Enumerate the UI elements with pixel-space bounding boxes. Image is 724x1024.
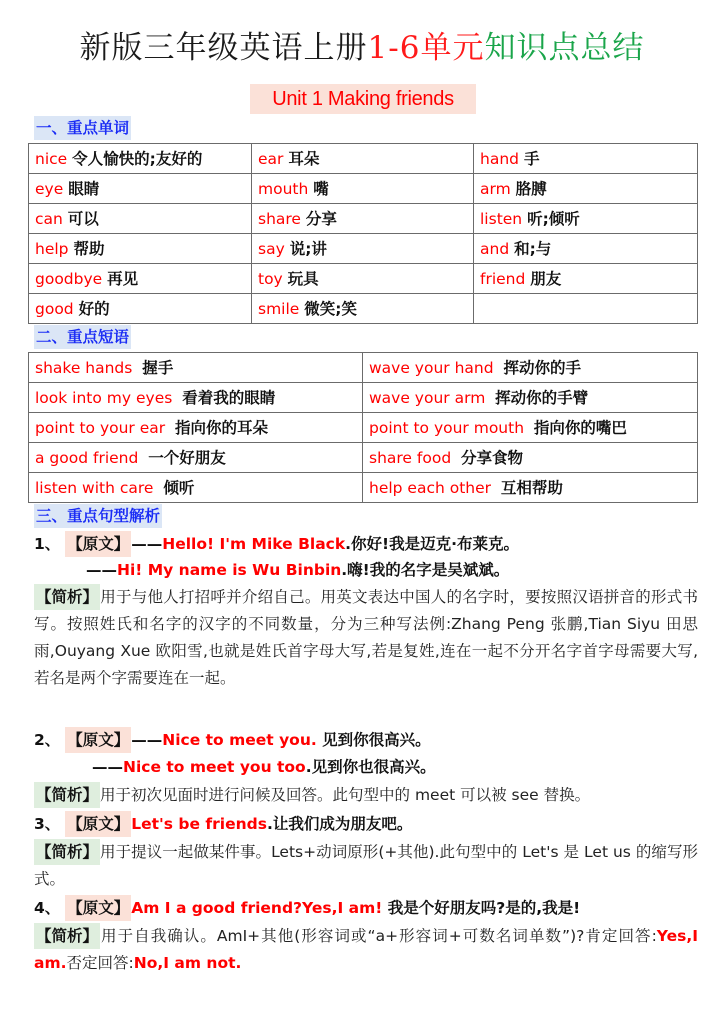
table-row [29, 473, 698, 503]
word-cell: hand 手 [474, 144, 698, 174]
word-cell: mouth 嘴 [252, 174, 474, 204]
table-row [29, 264, 698, 294]
word-cell: listen 听;倾听 [474, 204, 698, 234]
word-cell: ear 耳朵 [252, 144, 474, 174]
phrase-cell: shake hands 握手 [29, 353, 363, 383]
analysis-tag: 【简析】 [34, 782, 100, 808]
title-part-3: 知识点总结 [484, 30, 645, 66]
sentence-1-original: 1、 【原文】 ——Hello! I'm Mike Black.你好!我是迈克·布莱克。 [34, 531, 519, 557]
word-cell: arm 胳膊 [474, 174, 698, 204]
phrase-cell: listen with care 倾听 [29, 473, 363, 503]
phrase-cell: wave your hand 挥动你的手 [363, 353, 698, 383]
analysis-tag: 【简析】 [34, 923, 100, 949]
word-cell: nice 令人愉快的;友好的 [29, 144, 252, 174]
sentence-3-analysis: 【简析】 用于提议一起做某件事。Lets+动词原形(+其他).此句型中的 Let's 是 Let us 的缩写形式。 [34, 839, 698, 893]
phrase-cell: share food 分享食物 [363, 443, 698, 473]
word-cell: share 分享 [252, 204, 474, 234]
original-tag: 【原文】 [65, 895, 131, 921]
table-row [29, 234, 698, 264]
table-row [29, 353, 698, 383]
analysis-tag: 【简析】 [34, 839, 100, 865]
table-row [29, 174, 698, 204]
word-cell: goodbye 再见 [29, 264, 252, 294]
words-table [28, 143, 698, 324]
sentence-1-analysis: 【简析】 用于与他人打招呼并介绍自己。用英文表达中国人的名字时，要按照汉语拼音的形式书写。按照姓氏和名字的汉字的不同数量，分为三种写法例:Zhang Peng 张鹏,Tian Siyu 田思雨,Ouyang Xue 欧阳雪,也就是姓氏首字母大写,若是复姓,连在一起不分开名字首字母需要大写,若名是两个字需要连在一起。 [34, 584, 698, 692]
section-heading-phrases: 二、重点短语 [34, 325, 131, 349]
word-cell: can 可以 [29, 204, 252, 234]
title-part-2: 1-6单元 [367, 30, 485, 66]
sentence-4-analysis: 【简析】 用于自我确认。AmI+其他(形容词或“a+形容词+可数名词单数”)?肯定回答:Yes,I am.否定回答:No,I am not. [34, 923, 698, 977]
sentence-2-analysis: 【简析】 用于初次见面时进行问候及回答。此句型中的 meet 可以被 see 替换。 [34, 782, 698, 809]
original-tag: 【原文】 [65, 811, 131, 837]
word-cell: help 帮助 [29, 234, 252, 264]
analysis-tag: 【简析】 [34, 584, 100, 610]
table-row [29, 443, 698, 473]
sentence-2-response: ——Nice to meet you too.见到你也很高兴。 [92, 758, 436, 776]
phrases-table [28, 352, 698, 503]
word-cell: good 好的 [29, 294, 252, 324]
table-row [29, 144, 698, 174]
table-row [29, 383, 698, 413]
phrase-cell: point to your mouth 指向你的嘴巴 [363, 413, 698, 443]
section-heading-sentences: 三、重点句型解析 [34, 504, 162, 528]
word-cell [474, 294, 698, 324]
table-row [29, 413, 698, 443]
phrase-cell: point to your ear 指向你的耳朵 [29, 413, 363, 443]
table-row [29, 204, 698, 234]
phrase-cell: help each other 互相帮助 [363, 473, 698, 503]
document-title [0, 28, 724, 68]
sentence-4-original: 4、 【原文】 Am I a good friend?Yes,I am! 我是个好朋友吗?是的,我是! [34, 895, 580, 921]
word-cell: eye 眼睛 [29, 174, 252, 204]
unit-heading: Unit 1 Making friends [250, 84, 476, 114]
sentence-3-original: 3、 【原文】 Let's be friends.让我们成为朋友吧。 [34, 811, 412, 837]
original-tag: 【原文】 [65, 727, 131, 753]
phrase-cell: a good friend 一个好朋友 [29, 443, 363, 473]
word-cell: friend 朋友 [474, 264, 698, 294]
word-cell: smile 微笑;笑 [252, 294, 474, 324]
table-row [29, 294, 698, 324]
sentence-2-original: 2、 【原文】 ——Nice to meet you. 见到你很高兴。 [34, 727, 431, 753]
phrase-cell: wave your arm 挥动你的手臂 [363, 383, 698, 413]
section-heading-words: 一、重点单词 [34, 116, 131, 140]
sentence-1-response: ——Hi! My name is Wu Binbin.嗨!我的名字是吴斌斌。 [86, 561, 510, 579]
word-cell: and 和;与 [474, 234, 698, 264]
word-cell: say 说;讲 [252, 234, 474, 264]
word-cell: toy 玩具 [252, 264, 474, 294]
original-tag: 【原文】 [65, 531, 131, 557]
title-part-1: 新版三年级英语上册 [79, 30, 368, 66]
phrase-cell: look into my eyes 看着我的眼睛 [29, 383, 363, 413]
